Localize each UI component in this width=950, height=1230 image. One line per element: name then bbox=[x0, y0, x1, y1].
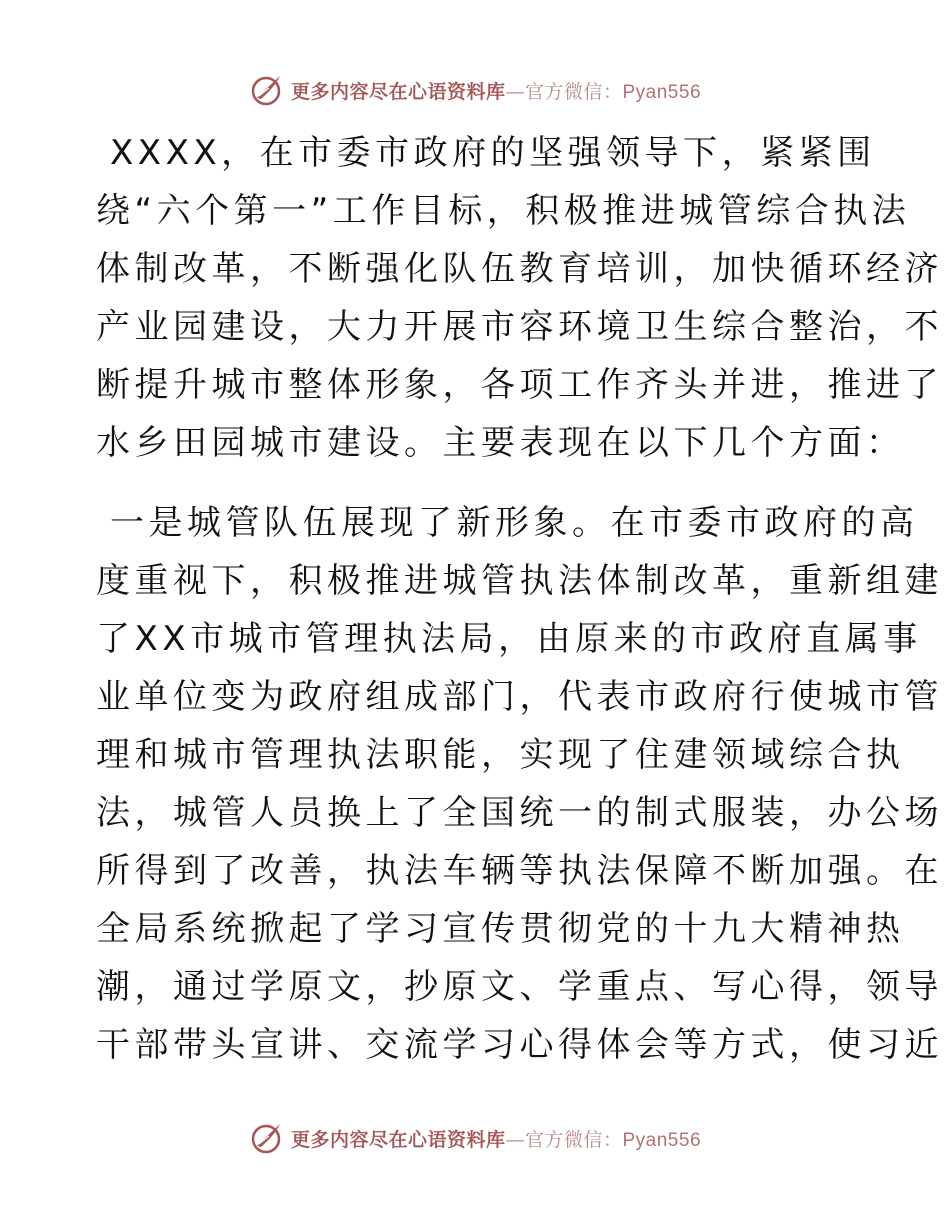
paragraph-line: 理和城市管理执法职能，实现了住建领域综合执 bbox=[96, 735, 905, 775]
quill-logo-icon bbox=[249, 1120, 285, 1156]
header-contact-id: Pyan556 bbox=[622, 81, 702, 103]
paragraph-1 bbox=[96, 124, 943, 472]
paragraph-line: XXXX，在市委市政府的坚强领导下，紧紧围 bbox=[110, 133, 876, 173]
paragraph-line: 断提升城市整体形象，各项工作齐头并进，推进了 bbox=[96, 365, 943, 405]
paragraph-line: 干部带头宣讲、交流学习心得体会等方式，使习近 bbox=[96, 1025, 943, 1065]
paragraph-line: 度重视下，积极推进城管执法体制改革，重新组建 bbox=[96, 561, 943, 601]
header-watermark-banner bbox=[0, 70, 950, 110]
footer-watermark-banner bbox=[0, 1118, 950, 1158]
paragraph-line: 体制改革，不断强化队伍教育培训，加快循环经济 bbox=[96, 249, 943, 289]
footer-banner-text bbox=[291, 1125, 701, 1152]
header-contact-label: 官方微信： bbox=[524, 80, 623, 103]
footer-contact-label: 官方微信： bbox=[524, 1128, 623, 1151]
footer-contact-id: Pyan556 bbox=[622, 1129, 702, 1151]
footer-brand-text: 更多内容尽在心语资料库 bbox=[290, 1128, 506, 1151]
paragraph-line: 法，城管人员换上了全国统一的制式服装，办公场 bbox=[96, 793, 943, 833]
paragraph-line: 全局系统掀起了学习宣传贯彻党的十九大精神热 bbox=[96, 909, 905, 949]
header-brand-text: 更多内容尽在心语资料库 bbox=[290, 80, 506, 103]
paragraph-line: 了XX市城市管理执法局，由原来的市政府直属事 bbox=[96, 619, 922, 659]
quill-logo-icon bbox=[249, 72, 285, 108]
paragraph-line: 一是城管队伍展现了新形象。在市委市政府的高 bbox=[110, 503, 919, 543]
paragraph-line: 所得到了改善，执法车辆等执法保障不断加强。在 bbox=[96, 851, 943, 891]
header-banner-text bbox=[291, 77, 701, 104]
footer-dash: — bbox=[505, 1128, 525, 1151]
paragraph-line: 业单位变为政府组成部门，代表市政府行使城市管 bbox=[96, 677, 943, 717]
paragraph-line: 潮，通过学原文，抄原文、学重点、写心得，领导 bbox=[96, 967, 943, 1007]
paragraph-2 bbox=[96, 494, 943, 1074]
paragraph-line: 绕“六个第一”工作目标，积极推进城管综合执法 bbox=[96, 191, 911, 231]
header-dash: — bbox=[505, 80, 525, 103]
paragraph-line: 水乡田园城市建设。主要表现在以下几个方面： bbox=[96, 423, 905, 463]
document-body bbox=[96, 124, 943, 1074]
paragraph-line: 产业园建设，大力开展市容环境卫生综合整治，不 bbox=[96, 307, 943, 347]
